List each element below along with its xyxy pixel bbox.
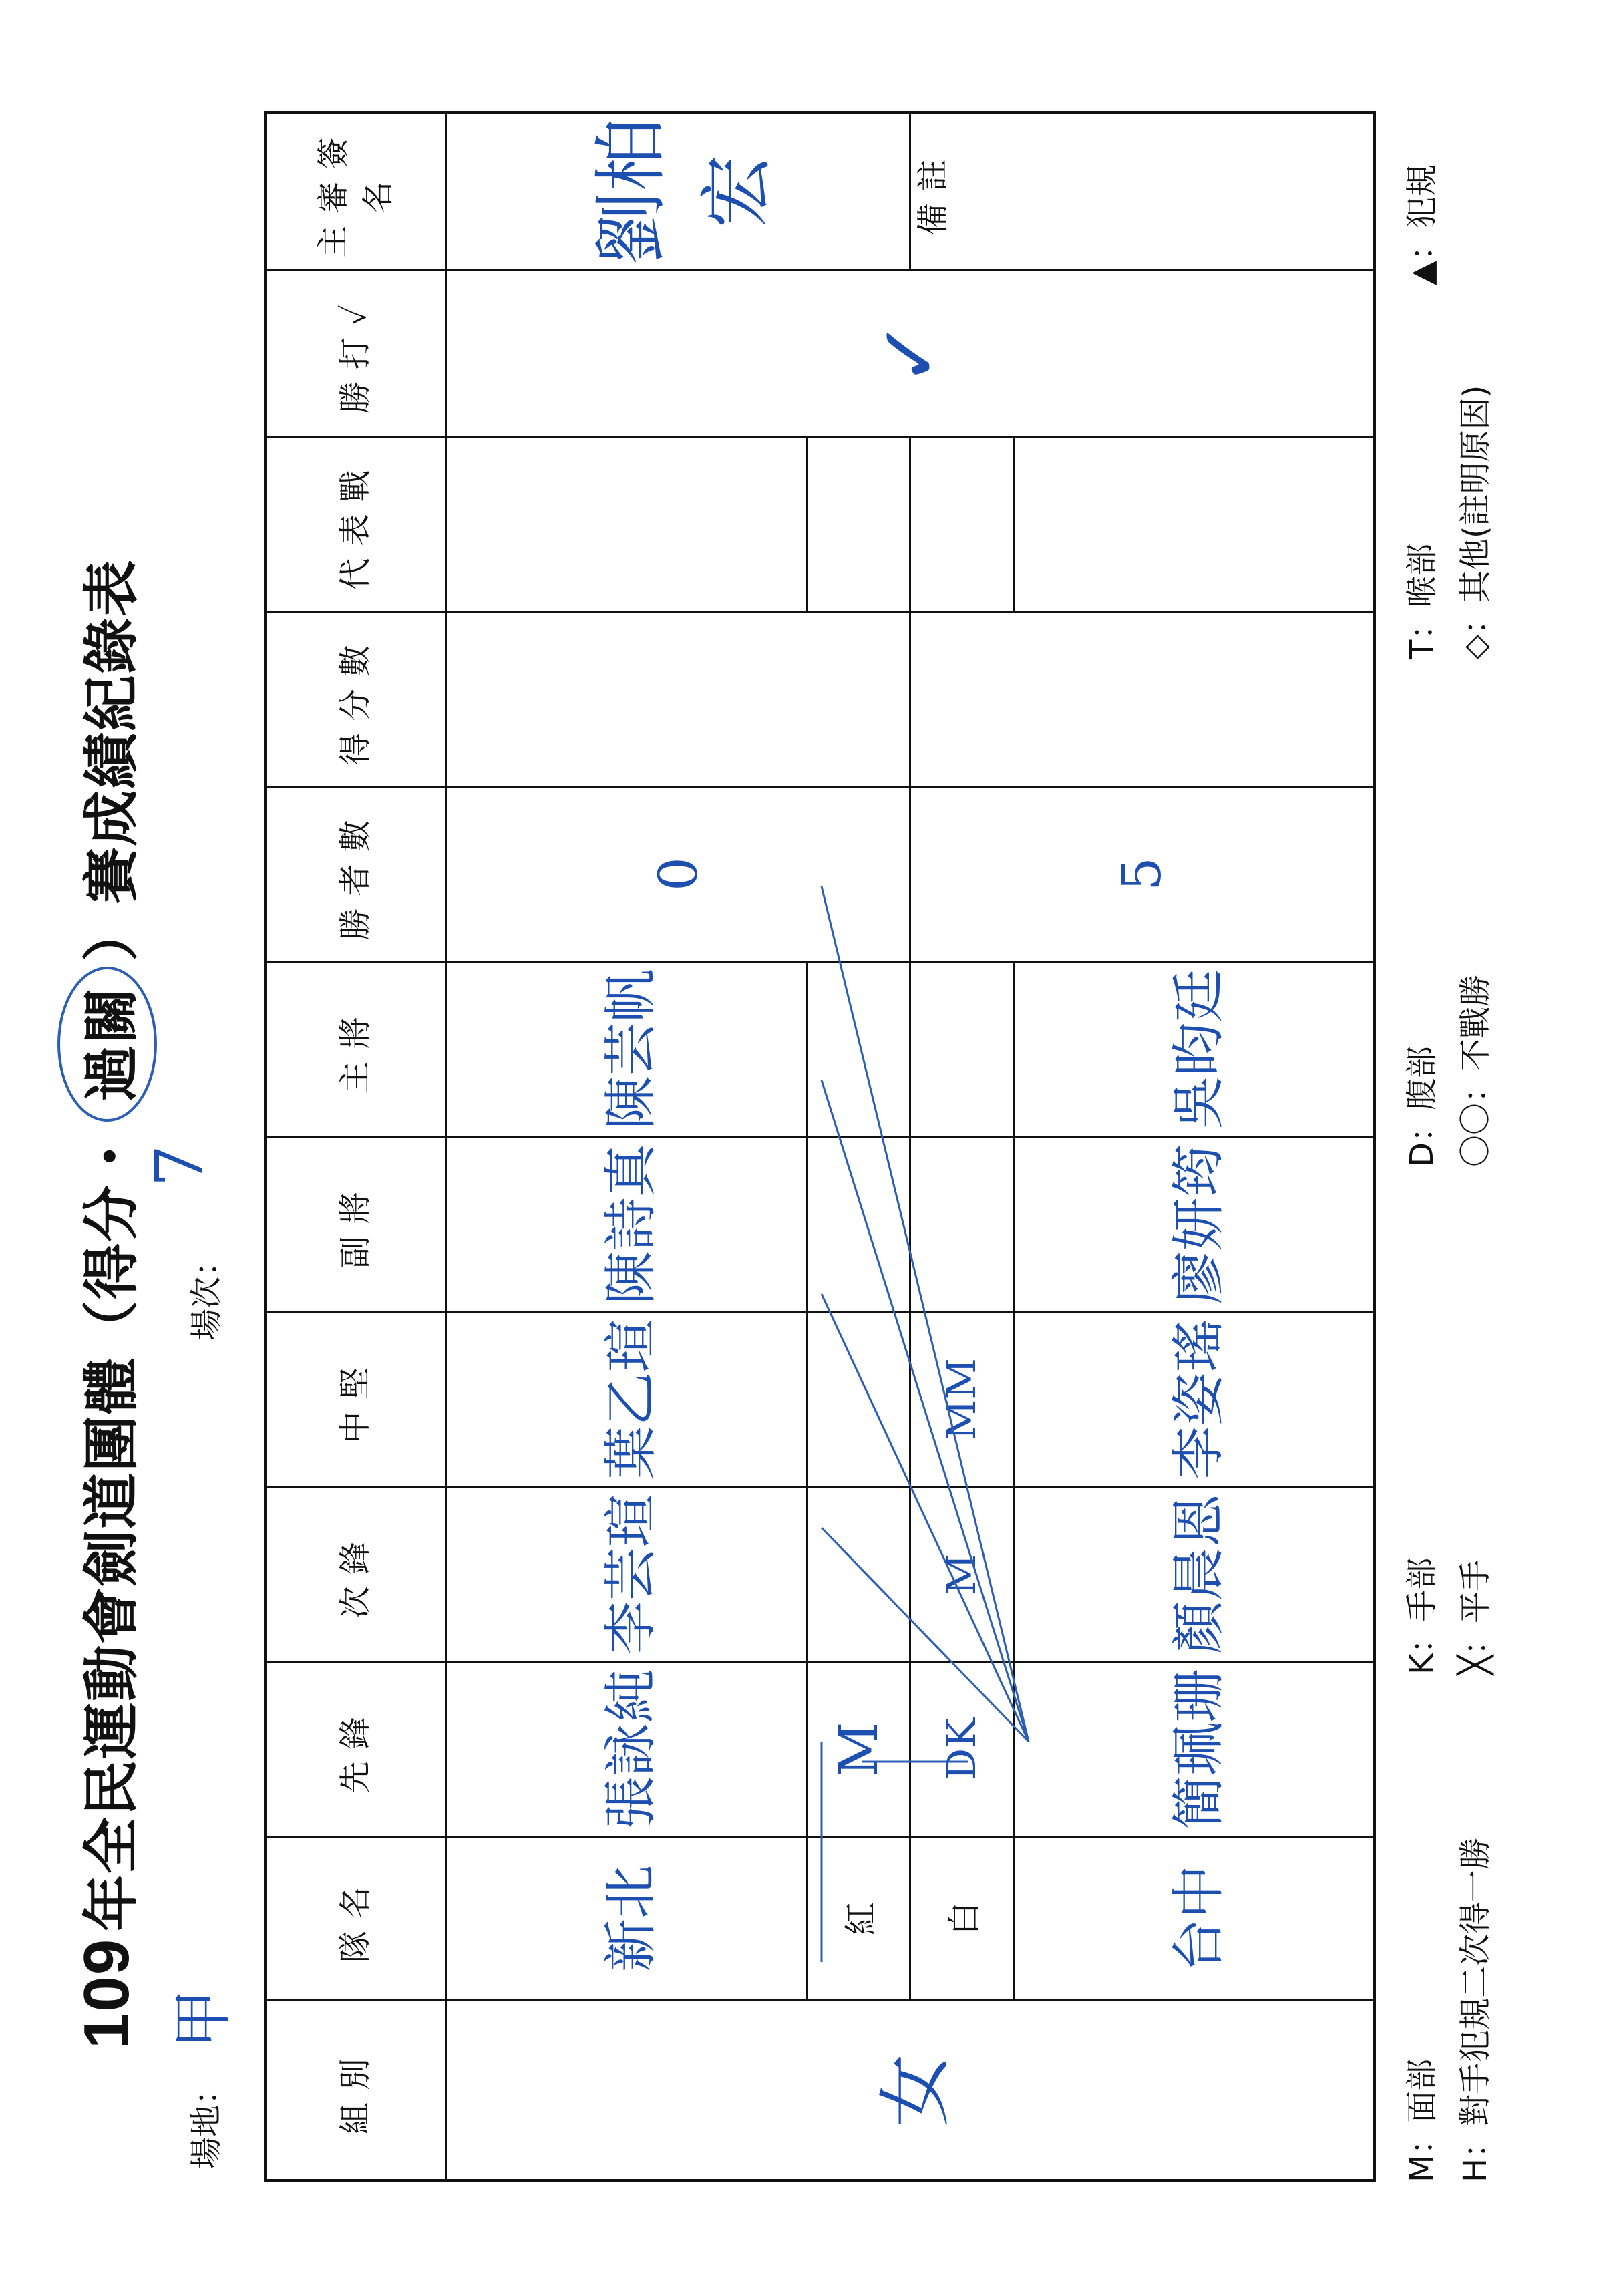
group-value: 女 [873, 2054, 958, 2127]
header-pos3: 中堅 [266, 1312, 446, 1487]
header-winner: 勝打✓ [266, 270, 446, 437]
header-pos1: 先鋒 [266, 1662, 446, 1837]
white-player-1: 簡珮珊 [1014, 1662, 1375, 1837]
legend-oo: 〇〇：不戰勝 [1457, 974, 1494, 1167]
legend-h: H：對手犯規二次得一勝 [1457, 1837, 1494, 2182]
header-wins: 勝者數 [266, 787, 446, 962]
header-team-name: 隊名 [266, 1837, 446, 2001]
white-player-5: 吳昀廷 [1014, 962, 1375, 1137]
white-wins-cell: 5 [910, 787, 1375, 962]
legend-t: T：喉部 [1403, 543, 1441, 659]
header-pos2: 次鋒 [266, 1487, 446, 1662]
header-rep: 代表戰 [266, 437, 446, 612]
white-player-3: 李姿瑤 [1014, 1312, 1375, 1487]
venue-value: 甲 [168, 1989, 238, 2049]
arrow-line-2 [822, 1528, 1029, 1742]
white-player-4: 廖妍筠 [1014, 1137, 1375, 1312]
white-color-label: 白 [910, 1837, 1014, 2001]
title-suffix: ）賽成績紀錄表 [77, 558, 144, 961]
circled-option: 過關 [57, 967, 157, 1122]
remarks-label: 備註 [914, 147, 952, 236]
legend-m: M：面部 [1403, 2058, 1441, 2182]
title-year: 109 [71, 1937, 142, 2049]
header-pos4: 副將 [266, 1137, 446, 1312]
venue-label: 場地： [188, 2072, 225, 2169]
white-mark-2: M [910, 1487, 1014, 1662]
red-team-name: 新北 [600, 1865, 662, 1972]
red-player-1: 張詠純 [446, 1662, 807, 1837]
arrow-line-1 [822, 1294, 1029, 1742]
legend-d: D：腹部 [1403, 1046, 1441, 1167]
red-player-2: 李芸瑄 [446, 1487, 807, 1662]
legend-x: ╳：平手 [1457, 1559, 1494, 1675]
referee-signature: 劉柏宏 [588, 118, 779, 265]
red-wins-cell: 0 [446, 787, 910, 962]
arrow-line-4 [822, 886, 1029, 1742]
red-player-3: 葉乙瑄 [446, 1312, 807, 1487]
header-group: 組別 [266, 2001, 446, 2181]
red-color-label: 紅 [807, 1837, 910, 2001]
header-referee: 主審簽名 [266, 113, 446, 270]
white-team-name: 台中 [1167, 1865, 1230, 1972]
red-player-4: 陳詩真 [446, 1137, 807, 1312]
white-player-2: 顏晨恩 [1014, 1487, 1375, 1662]
match-label: 場次： [188, 1244, 225, 1341]
match-value: 7 [140, 1144, 218, 1187]
legend-k: K：手部 [1403, 1557, 1441, 1675]
white-mark-1: DK [910, 1662, 1014, 1837]
legend-foul: ▲：犯規 [1403, 164, 1441, 285]
white-mark-3: MM [910, 1312, 1014, 1487]
header-points: 得分數 [266, 612, 446, 787]
arrow-line-3 [822, 1080, 1029, 1742]
mark-m-1: M [827, 1721, 890, 1777]
red-player-5: 陳芸帆 [446, 962, 807, 1137]
legend-other: ◇：其他(註明原因) [1457, 385, 1494, 659]
winner-check: ✓ [863, 319, 956, 387]
title-prefix: 年全民運動會劍道團體（得分・ [77, 1126, 144, 1931]
header-pos5: 主將 [266, 962, 446, 1137]
